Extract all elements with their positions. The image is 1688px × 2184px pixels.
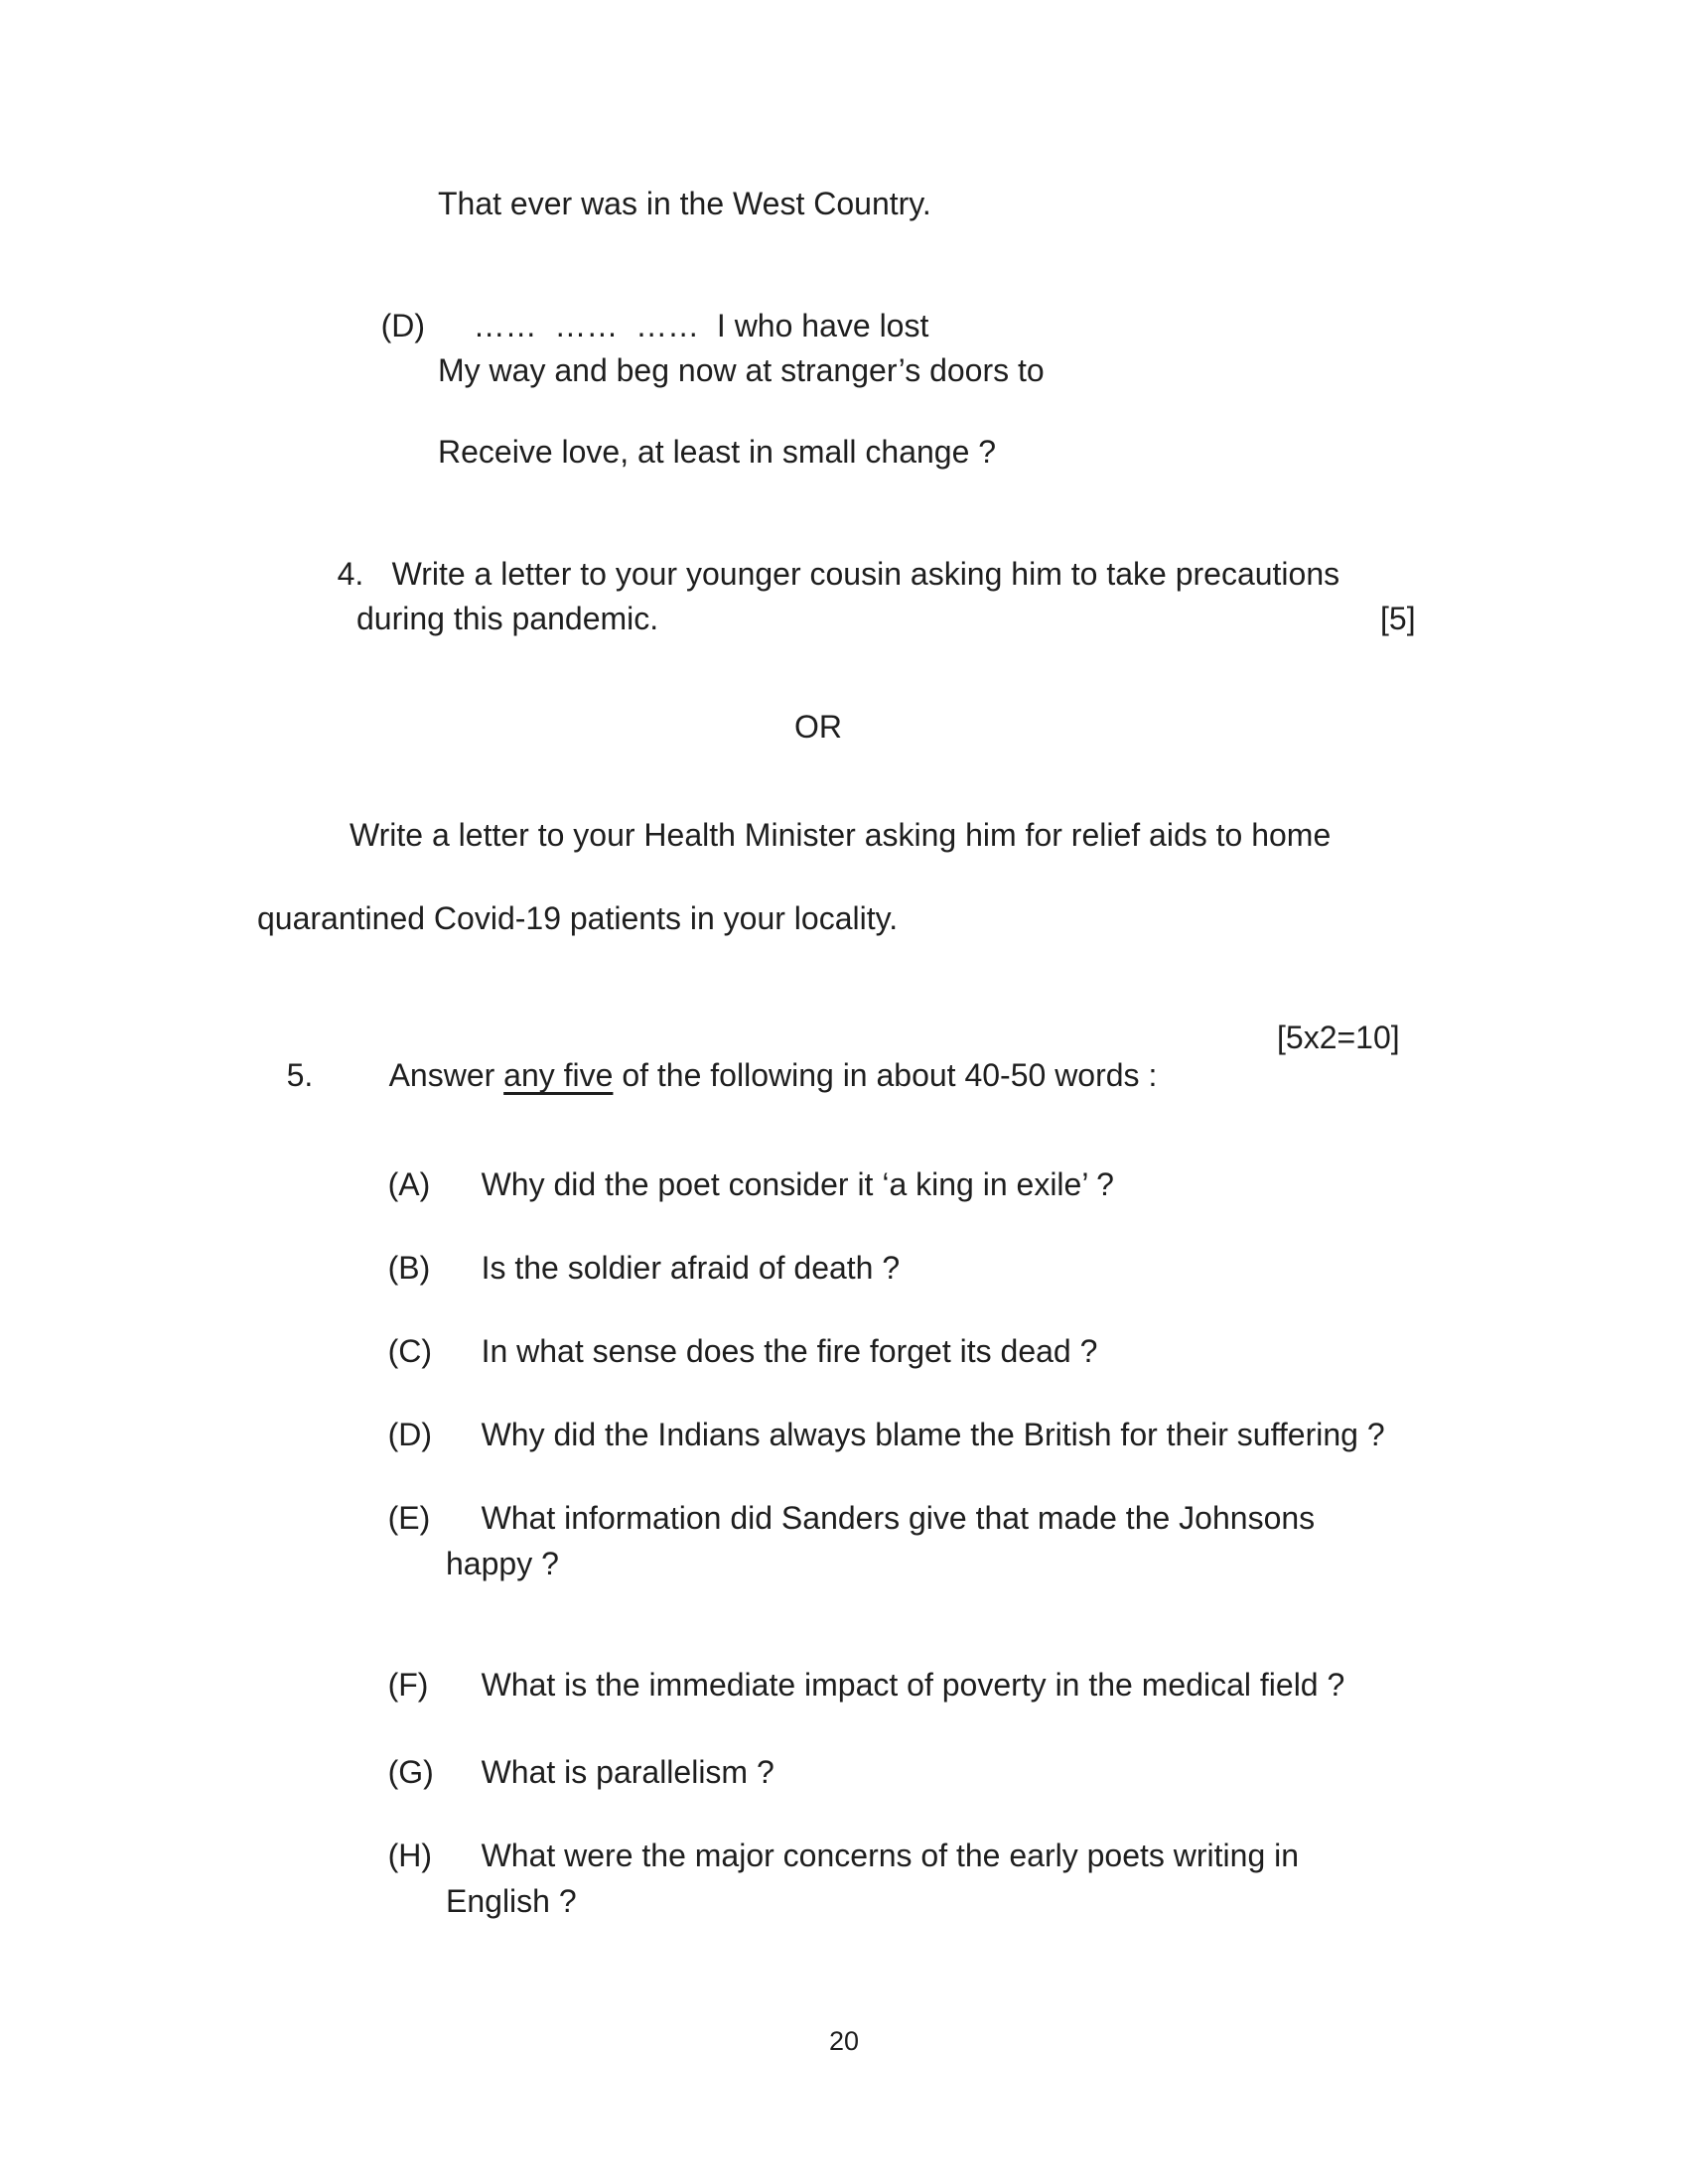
list-item-text: Why did the Indians always blame the British for their suffering ? (481, 1417, 1385, 1453)
question-text: Answer (388, 1057, 504, 1094)
list-item-text: What information did Sanders give that made the Johnsons (481, 1500, 1316, 1537)
poem-line: That ever was in the West Country. (438, 186, 931, 221)
question-alternative-text: Write a letter to your Health Minister asking him for relief aids to home (350, 817, 1332, 853)
marks-badge: [5x2=10] (1277, 1020, 1400, 1055)
or-separator: OR (794, 709, 842, 745)
list-item-text: What is the immediate impact of poverty in the medical field ? (481, 1667, 1345, 1704)
list-item-label: (C) (387, 1333, 432, 1370)
poem-item-label: (D) (380, 308, 425, 344)
list-item-label: (H) (387, 1838, 432, 1874)
page-number: 20 (828, 2026, 860, 2056)
question-text: Write a letter to your younger cousin asking him to take precautions (391, 556, 1340, 593)
poem-line: My way and beg now at stranger’s doors to (438, 352, 1045, 388)
list-item-text: What were the major concerns of the early poets writing in (481, 1838, 1300, 1874)
question-text: during this pandemic. (356, 601, 659, 636)
marks-badge: [5] (1380, 601, 1416, 636)
poem-line: Receive love, at least in small change ? (438, 434, 997, 470)
list-item-continuation: English ? (446, 1883, 577, 1919)
question-number: 5. (286, 1057, 314, 1094)
list-item-label: (A) (387, 1166, 431, 1203)
list-item-continuation: happy ? (446, 1546, 559, 1581)
question-number: 4. (337, 556, 364, 593)
question-text-underlined: any five (503, 1057, 614, 1094)
list-item-text: In what sense does the fire forget its dead ? (481, 1333, 1098, 1370)
list-item-text: Why did the poet consider it ‘a king in exile’ ? (481, 1166, 1114, 1203)
list-item-text: What is parallelism ? (481, 1754, 774, 1791)
question-text: of the following in about 40-50 words : (613, 1057, 1158, 1094)
list-item-label: (F) (387, 1667, 429, 1704)
list-item-label: (D) (387, 1417, 432, 1453)
question-alternative-text: quarantined Covid-19 patients in your locality. (257, 900, 899, 936)
list-item-label: (B) (387, 1250, 431, 1287)
poem-line: …… …… …… I who have lost (473, 308, 929, 344)
list-item-label: (G) (387, 1754, 434, 1791)
list-item-label: (E) (387, 1500, 431, 1537)
question-5 (251, 1019, 1157, 1133)
list-item-text: Is the soldier afraid of death ? (481, 1250, 901, 1287)
